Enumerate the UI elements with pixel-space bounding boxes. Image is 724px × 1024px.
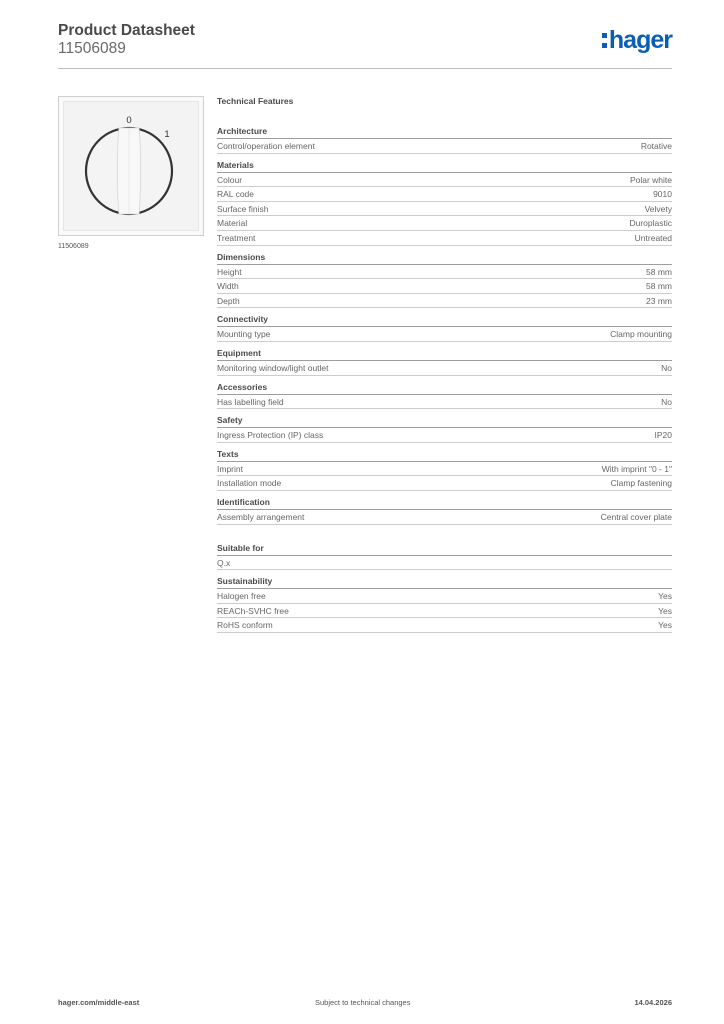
spec-row (217, 476, 672, 491)
spec-row (217, 202, 672, 217)
footer-date: 14.04.2026 (634, 998, 672, 1007)
spec-value: Velvety (644, 203, 672, 214)
spec-label: RoHS conform (217, 620, 273, 631)
spec-label: Installation mode (217, 478, 282, 489)
spec-label: Halogen free (217, 591, 266, 602)
spec-label: Monitoring window/light outlet (217, 362, 329, 373)
spec-row (217, 510, 672, 525)
spec-value: IP20 (654, 430, 672, 441)
spec-label: Q.x (217, 557, 231, 568)
spec-section-title: Connectivity (217, 312, 672, 327)
spec-label: Assembly arrangement (217, 511, 305, 522)
spec-value: Polar white (629, 174, 672, 185)
image-caption: 11506089 (58, 243, 89, 250)
spec-value: Central cover plate (600, 511, 672, 522)
spec-section-title: Identification (217, 495, 672, 510)
spec-section-title: Suitable for (217, 541, 672, 556)
logo-text: hager (608, 26, 672, 54)
footer-website: hager.com/middle-east (58, 998, 140, 1007)
logo-colon-icon (602, 33, 607, 48)
spec-row (217, 279, 672, 294)
spec-label: Ingress Protection (IP) class (217, 430, 324, 441)
page-title: Product Datasheet (58, 22, 195, 39)
spec-row (217, 187, 672, 202)
spec-value: 23 mm (646, 295, 672, 306)
spec-value: Yes (658, 591, 672, 602)
spec-label: Mounting type (217, 329, 271, 340)
spec-label: Imprint (217, 463, 243, 474)
technical-features-title: Technical Features (217, 96, 294, 106)
spec-section-title: Sustainability (217, 574, 672, 589)
spec-section (217, 495, 672, 525)
spec-label: Colour (217, 174, 243, 185)
product-image (58, 96, 204, 236)
spec-label: RAL code (217, 189, 255, 200)
spec-value: Clamp fastening (610, 478, 672, 489)
page-footer (58, 998, 672, 1010)
spec-value: No (661, 362, 672, 373)
spec-row (217, 556, 672, 571)
spec-section (217, 413, 672, 443)
spec-label: Width (217, 281, 239, 292)
spec-value: 58 mm (646, 266, 672, 277)
spec-section-title: Equipment (217, 346, 672, 361)
spec-label: Surface finish (217, 203, 269, 214)
spec-section-title: Materials (217, 158, 672, 173)
spec-section (217, 380, 672, 410)
spec-label: Has labelling field (217, 396, 284, 407)
spec-row (217, 361, 672, 376)
spec-row (217, 231, 672, 246)
spec-label: Treatment (217, 232, 256, 243)
spec-row (217, 294, 672, 309)
spec-row (217, 216, 672, 231)
spec-value: 9010 (653, 189, 672, 200)
label-zero: 0 (126, 115, 132, 126)
spec-section (217, 574, 672, 633)
spec-section-title: Texts (217, 447, 672, 462)
spec-row (217, 618, 672, 633)
spec-label: Depth (217, 295, 240, 306)
product-number: 11506089 (58, 40, 126, 57)
spec-section-title: Safety (217, 413, 672, 428)
spec-row (217, 139, 672, 154)
spec-section (217, 250, 672, 309)
spec-value: Untreated (634, 232, 672, 243)
spec-section-title: Architecture (217, 124, 672, 139)
footer-notice: Subject to technical changes (315, 998, 411, 1007)
spec-label: Material (217, 218, 248, 229)
spec-section (217, 312, 672, 342)
spec-value: Rotative (640, 141, 672, 151)
spec-value: Yes (658, 620, 672, 631)
spec-row (217, 395, 672, 410)
cover-plate (63, 101, 199, 231)
spec-section-title: Dimensions (217, 250, 672, 265)
spec-section (217, 124, 672, 154)
spec-row (217, 327, 672, 342)
spec-section (217, 447, 672, 491)
spec-label: Height (217, 266, 242, 277)
page-header (58, 22, 672, 69)
technical-features (217, 90, 672, 637)
spec-value: Clamp mounting (610, 329, 672, 340)
label-one: 1 (164, 129, 170, 140)
spec-sections (217, 124, 672, 633)
spec-row (217, 428, 672, 443)
spec-row (217, 462, 672, 477)
spec-label: REACh-SVHC free (217, 605, 289, 616)
spec-value: With imprint "0 - 1" (601, 463, 672, 474)
spec-row (217, 604, 672, 619)
spec-row (217, 589, 672, 604)
spec-value: Yes (658, 605, 672, 616)
hager-logo (602, 26, 672, 54)
spec-row (217, 265, 672, 280)
spec-value: No (661, 396, 672, 407)
spec-row (217, 173, 672, 188)
spec-section (217, 541, 672, 571)
spec-label: Control/operation element (217, 141, 315, 151)
spec-value: Duroplastic (629, 218, 672, 229)
spec-section-title: Accessories (217, 380, 672, 395)
rotary-switch-icon (63, 101, 199, 231)
spec-section (217, 158, 672, 246)
spec-section (217, 346, 672, 376)
spec-value: 58 mm (646, 281, 672, 292)
